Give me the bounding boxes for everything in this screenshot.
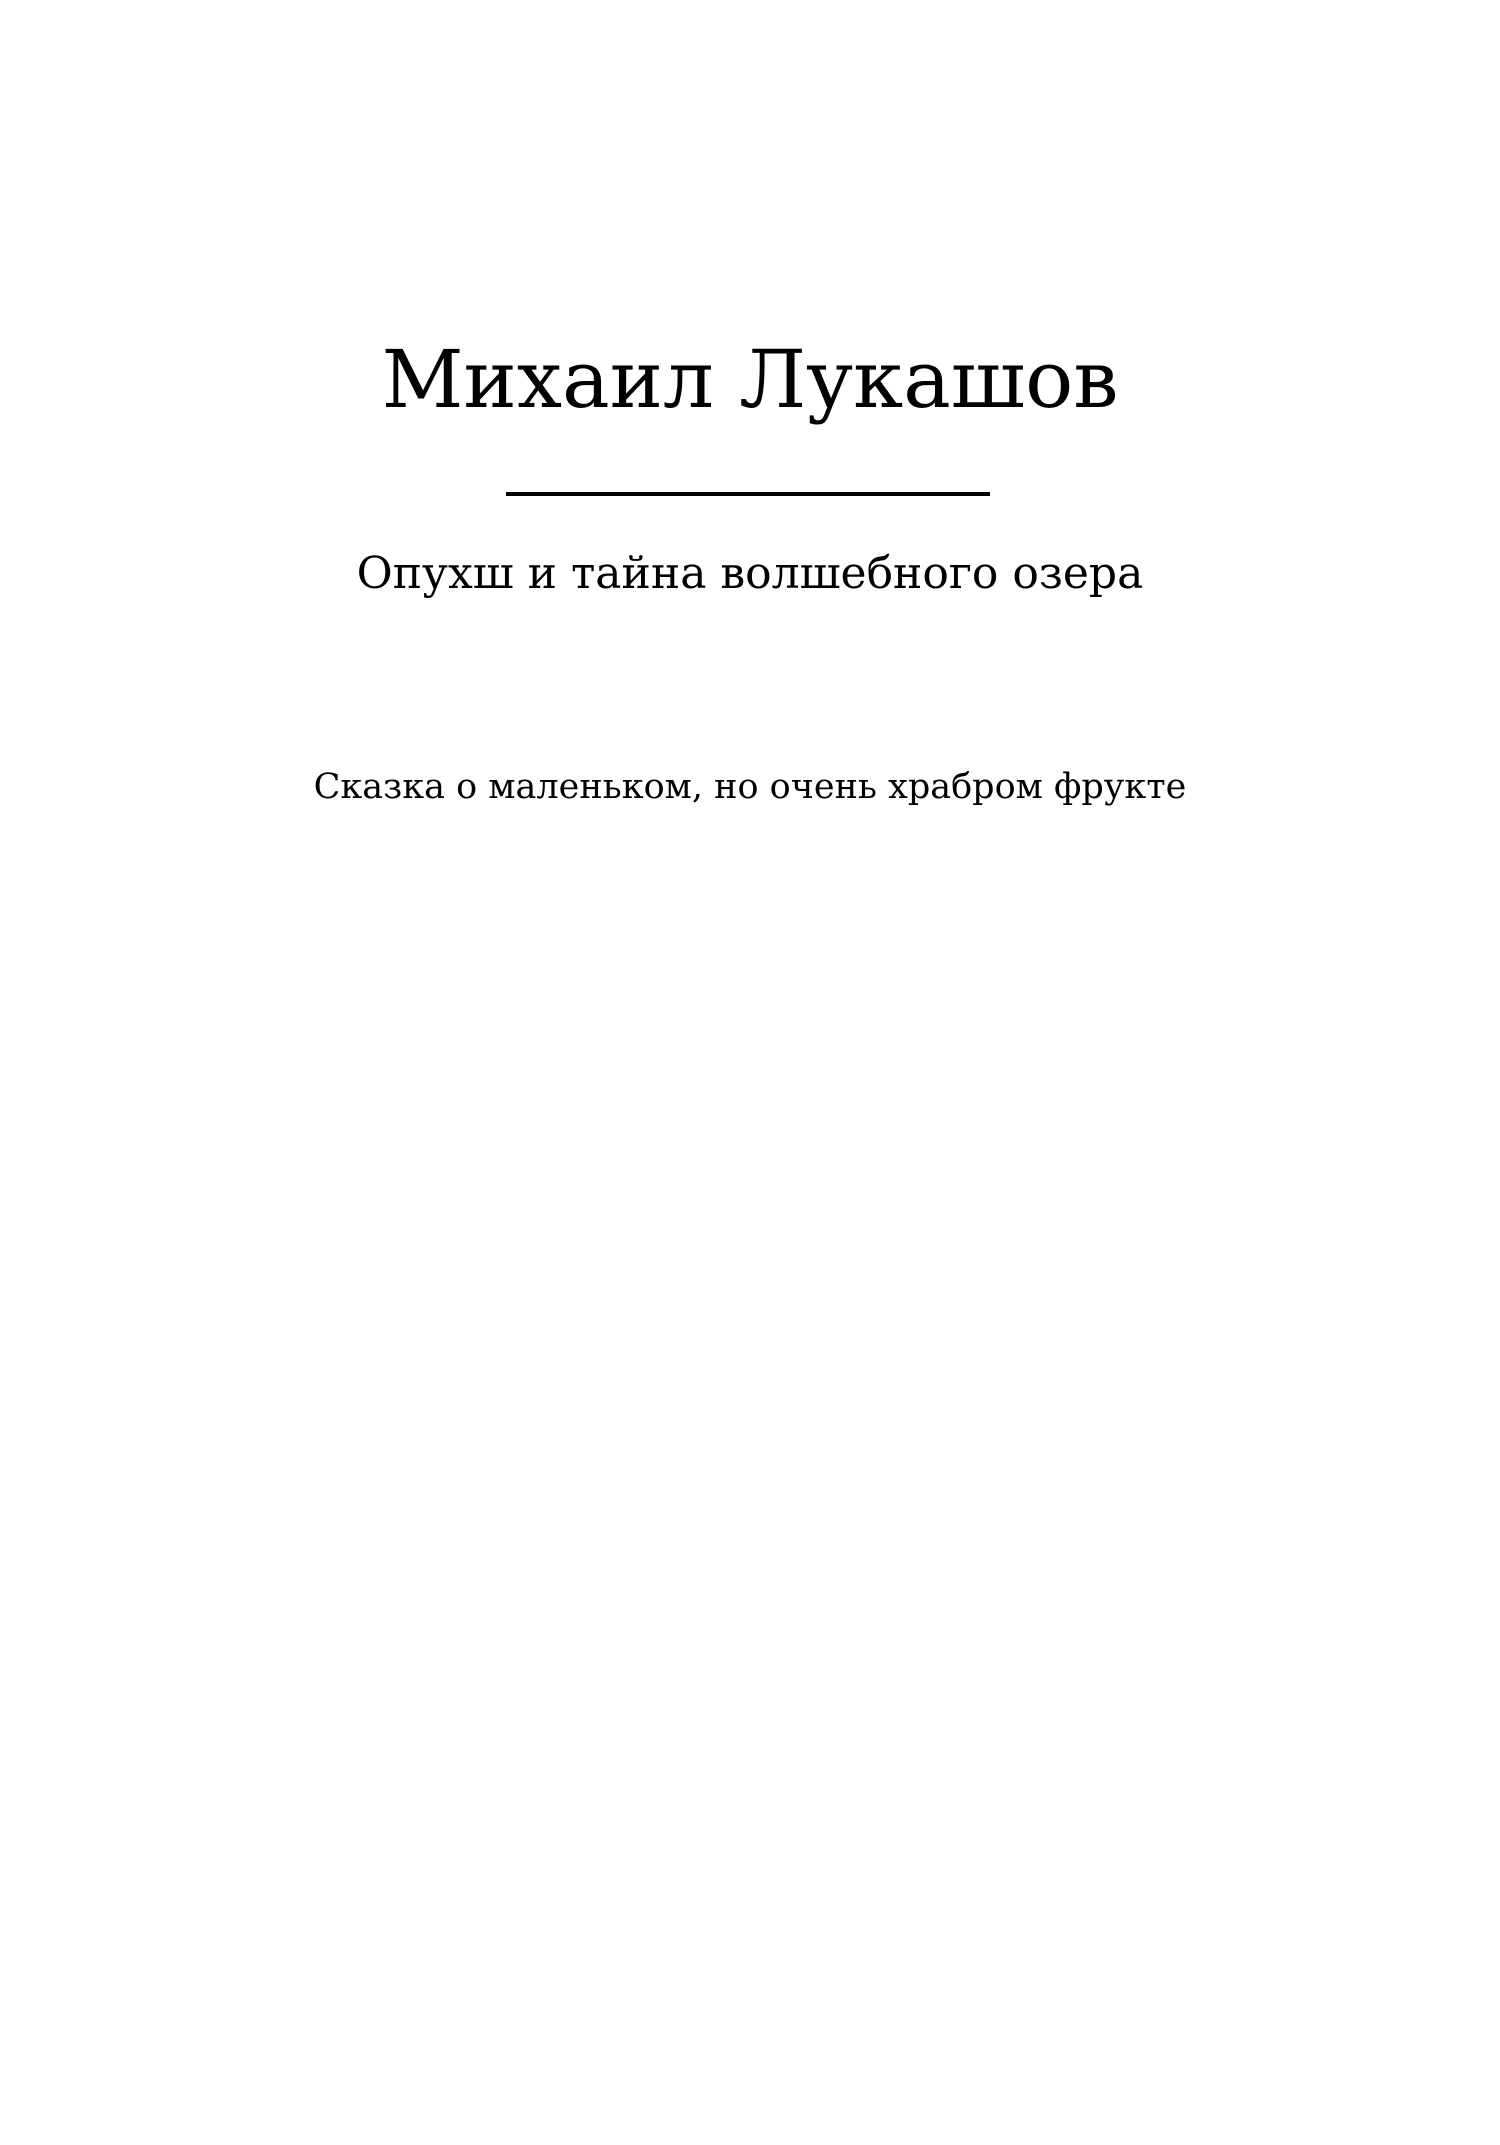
- book-title: Опухш и тайна волшебного озера: [356, 548, 1144, 599]
- book-subtitle: Сказка о маленьком, но очень храбром фрукте: [313, 767, 1187, 807]
- author-name: Михаил Лукашов: [381, 333, 1119, 426]
- title-divider: [506, 492, 990, 496]
